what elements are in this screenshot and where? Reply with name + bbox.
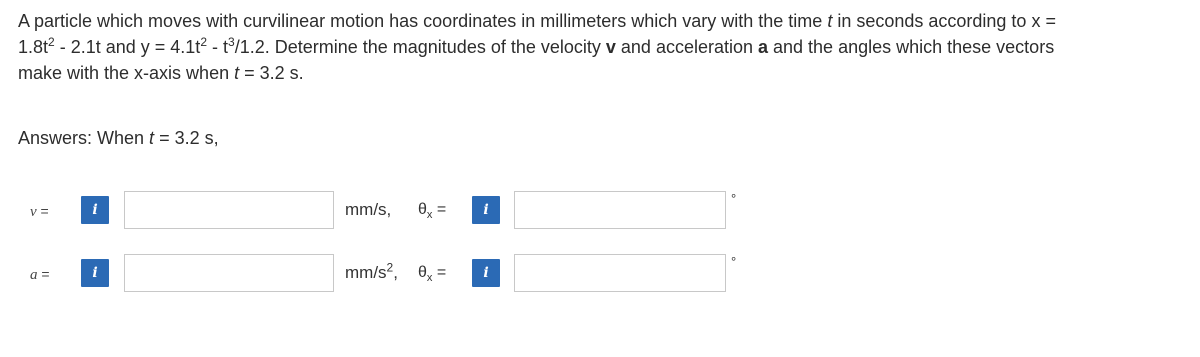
problem-text-6: /1.2. Determine the magnitudes of the velocity <box>234 37 606 57</box>
problem-accel-bold: a <box>758 37 769 57</box>
acceleration-answer-row <box>0 254 1200 294</box>
problem-statement <box>18 8 1188 86</box>
velocity-answer-row <box>0 191 1200 231</box>
answers-label-suffix: = 3.2 s, <box>154 128 219 148</box>
velocity-eq: = <box>36 203 49 219</box>
acceleration-angle-info-icon[interactable]: i <box>472 259 500 287</box>
problem-velocity-bold: v <box>605 37 616 57</box>
acceleration-label <box>30 266 50 284</box>
velocity-label <box>30 203 49 221</box>
velocity-theta-symbol: θ <box>418 201 427 218</box>
acceleration-degree-symbol: ° <box>731 254 737 269</box>
velocity-info-icon[interactable]: i <box>81 196 109 224</box>
velocity-theta-sub: x <box>426 209 433 222</box>
problem-text-9: make with the x-axis when <box>18 63 235 83</box>
velocity-angle-input[interactable] <box>514 191 726 229</box>
acceleration-theta-eq: = <box>432 264 447 281</box>
acceleration-input[interactable] <box>124 254 334 292</box>
problem-text-3: 1.8t <box>18 37 49 57</box>
velocity-input[interactable] <box>124 191 334 229</box>
velocity-theta-eq: = <box>432 201 447 218</box>
acceleration-angle-input[interactable] <box>514 254 726 292</box>
answers-label <box>18 128 219 149</box>
problem-text-5: - t <box>207 37 228 57</box>
problem-exp-3: 3 <box>228 35 235 49</box>
acceleration-theta-sub: x <box>426 272 433 285</box>
problem-exp-2b: 2 <box>200 35 207 49</box>
velocity-var: v <box>30 204 37 220</box>
problem-text-10: = 3.2 s. <box>239 63 304 83</box>
velocity-degree-symbol: ° <box>731 191 737 206</box>
acceleration-unit-comma: , <box>393 263 398 282</box>
acceleration-info-icon[interactable]: i <box>81 259 109 287</box>
velocity-angle-info-icon[interactable]: i <box>472 196 500 224</box>
problem-text-7: and acceleration <box>615 37 758 57</box>
answers-label-var: t <box>149 128 155 148</box>
problem-t-var-2: t <box>234 63 240 83</box>
acceleration-unit <box>345 260 398 283</box>
problem-exp-2a: 2 <box>48 35 55 49</box>
problem-text-1: A particle which moves with curvilinear motion has coordinates in millimeters which vary with the time <box>18 11 828 31</box>
problem-text-2: in seconds according to x = <box>832 11 1056 31</box>
acceleration-theta-symbol: θ <box>418 264 427 281</box>
acceleration-unit-exp: 2 <box>386 260 394 275</box>
problem-text-4: - 2.1t and y = 4.1t <box>54 37 201 57</box>
acceleration-eq: = <box>37 266 50 282</box>
velocity-theta-label <box>418 201 446 221</box>
acceleration-unit-base: mm/s <box>345 263 387 282</box>
velocity-unit: mm/s, <box>345 200 392 219</box>
acceleration-theta-label <box>418 264 446 284</box>
problem-text-8: and the angles which these vectors <box>768 37 1055 57</box>
problem-t-var: t <box>827 11 833 31</box>
acceleration-var: a <box>30 267 38 283</box>
answers-label-prefix: Answers: When <box>18 128 150 148</box>
